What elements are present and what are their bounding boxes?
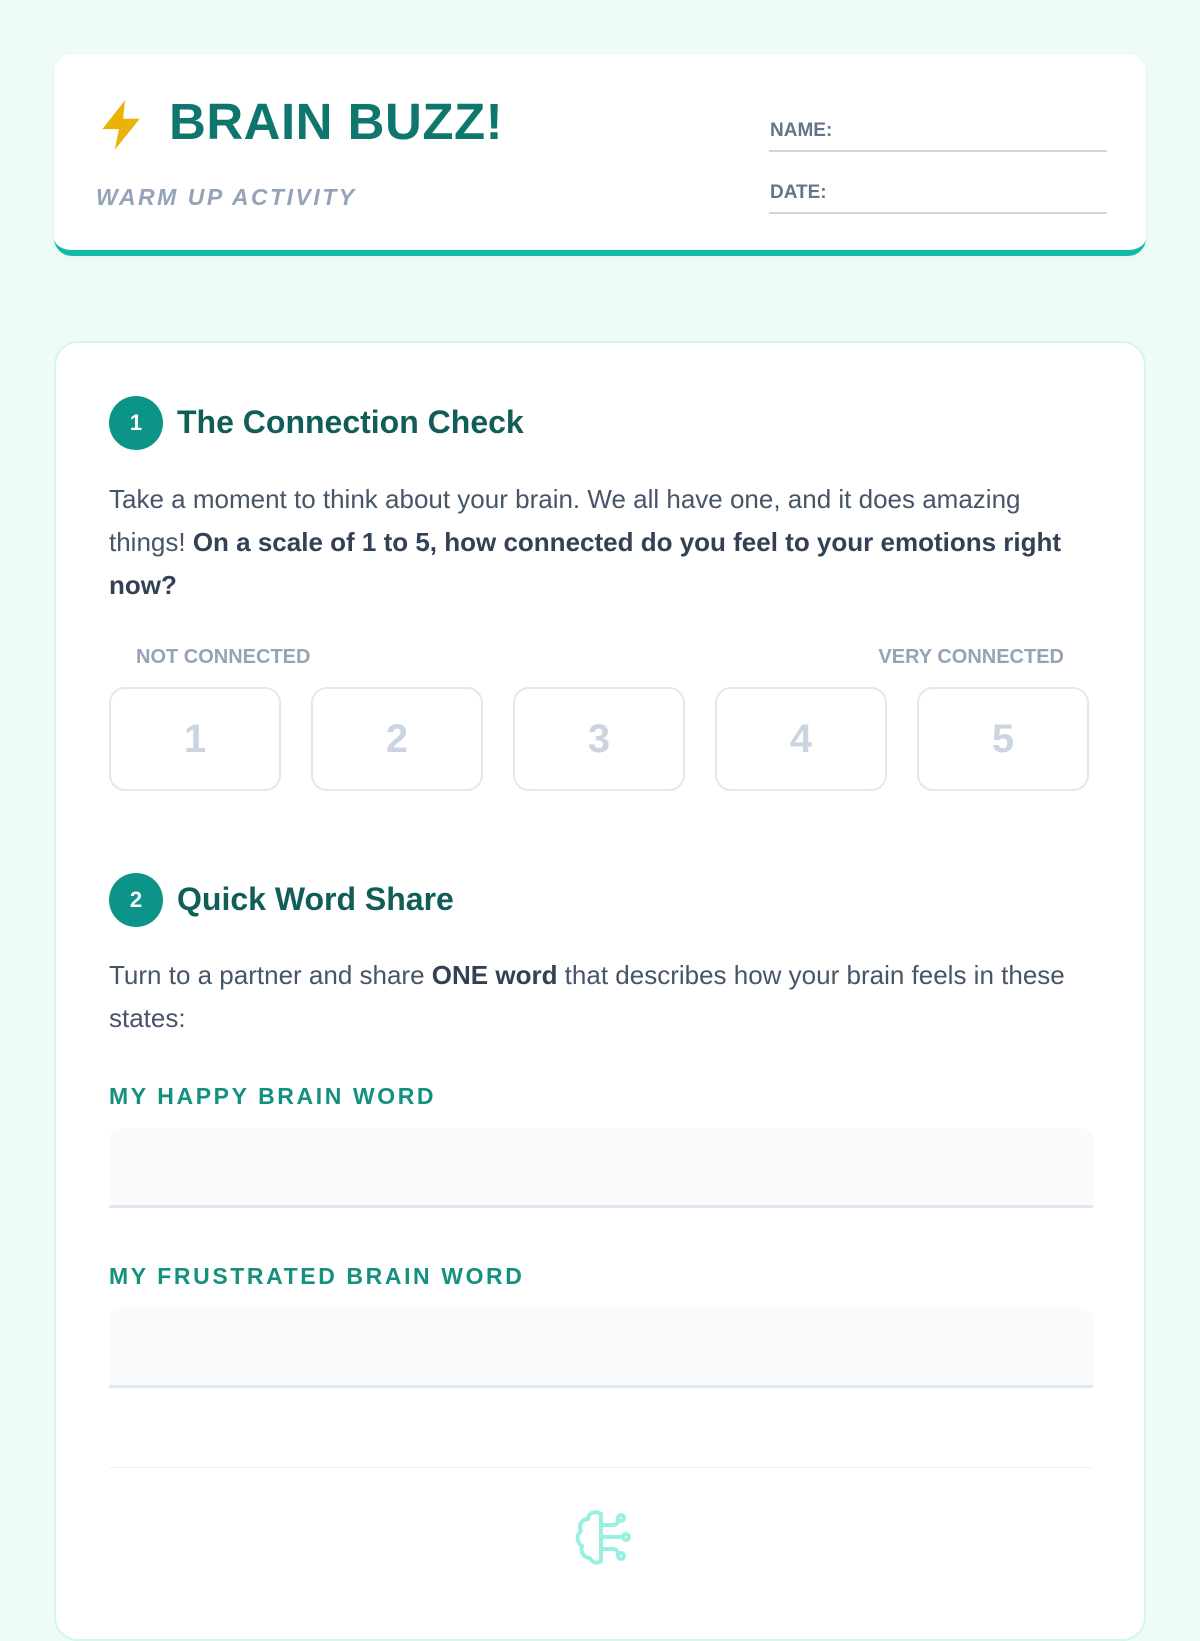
scale-low-label: NOT CONNECTED: [136, 646, 311, 668]
page-subtitle: WARM UP ACTIVITY: [96, 184, 357, 210]
happy-word-label: MY HAPPY BRAIN WORD: [109, 1083, 437, 1109]
instructions-text: Turn to a partner and share: [109, 960, 432, 990]
brain-icon: [571, 1505, 635, 1569]
scale-option-5[interactable]: 5: [917, 687, 1089, 791]
name-label: NAME:: [770, 120, 833, 141]
frustrated-word-label: MY FRUSTRATED BRAIN WORD: [109, 1263, 525, 1289]
section-number-badge: 2: [109, 873, 163, 927]
section-2-instructions: [109, 954, 1089, 1040]
section-title: The Connection Check: [177, 404, 524, 440]
scale-option-4[interactable]: 4: [715, 687, 887, 791]
instructions-emphasis: ONE word: [431, 960, 558, 990]
date-label: DATE:: [770, 182, 827, 203]
scale-option-3[interactable]: 3: [513, 687, 685, 791]
instructions-question: On a scale of 1 to 5, how connected do you feel to your emotions right now?: [109, 527, 1062, 600]
worksheet-card: [54, 341, 1146, 1641]
happy-word-input[interactable]: [109, 1128, 1093, 1208]
section-1-instructions: [109, 478, 1089, 607]
name-field[interactable]: [769, 108, 1107, 152]
lightning-bolt-icon: [96, 98, 146, 152]
scale-option-1[interactable]: 1: [109, 687, 281, 791]
section-title: Quick Word Share: [177, 881, 454, 917]
frustrated-word-input[interactable]: [109, 1308, 1093, 1388]
instructions-text: Take a moment to think about your brain. We all have one, and it does amazing things!: [109, 484, 1021, 557]
date-field[interactable]: [769, 170, 1107, 214]
section-number-badge: 1: [109, 396, 163, 450]
header-card: [54, 54, 1146, 256]
page-title: BRAIN BUZZ!: [169, 93, 504, 150]
scale-option-2[interactable]: 2: [311, 687, 483, 791]
instructions-text: that describes how your brain feels in these states:: [109, 960, 1065, 1033]
divider: [109, 1467, 1093, 1468]
scale-high-label: VERY CONNECTED: [878, 646, 1064, 668]
